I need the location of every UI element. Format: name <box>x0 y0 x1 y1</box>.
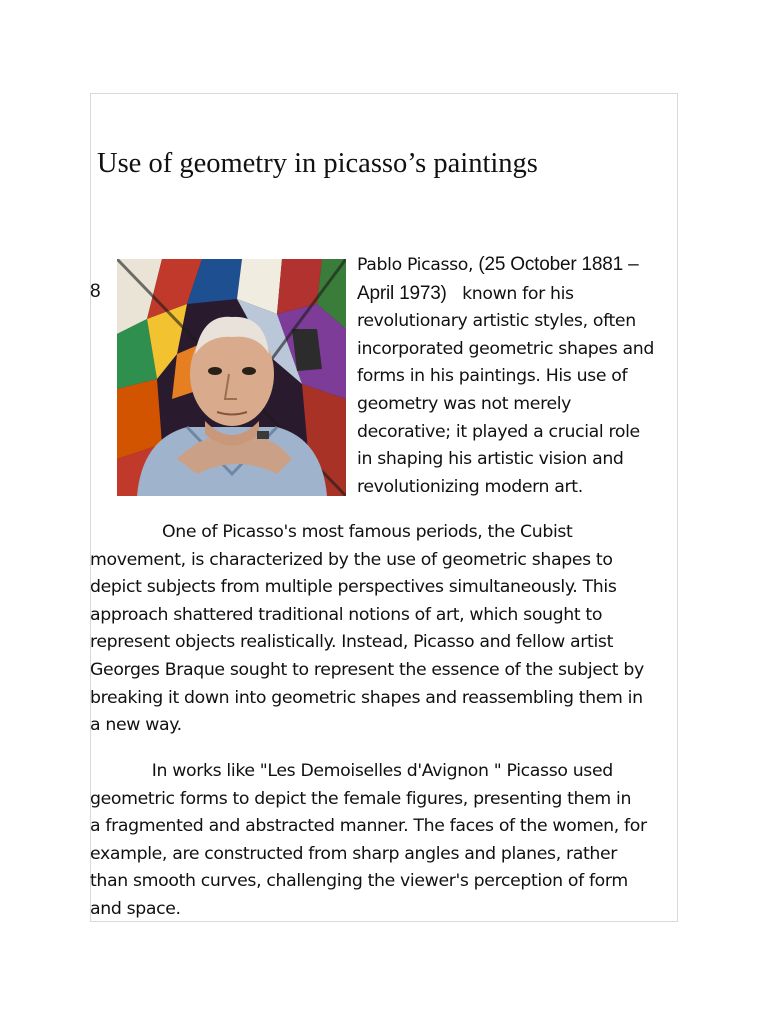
intro-text: known for his <box>446 283 574 304</box>
paragraph-line: One of Picasso's most famous periods, the Cubist <box>90 522 573 542</box>
demoiselles-paragraph <box>90 758 690 924</box>
intro-line: revolutionary artistic styles, often <box>357 311 636 332</box>
death-date: April 1973) <box>357 282 447 304</box>
paragraph-line: breaking it down into geometric shapes and reassembling them in <box>90 687 643 708</box>
cubism-paragraph <box>90 519 690 740</box>
intro-paragraph <box>357 251 687 501</box>
paragraph-line: example, are constructed from sharp angles and planes, rather <box>90 843 618 864</box>
paragraph-line: than smooth curves, challenging the viewer's perception of form <box>90 871 628 892</box>
paragraph-line: represent objects realistically. Instead, Picasso and fellow artist <box>90 632 614 653</box>
birth-date: (25 October 1881 – <box>478 254 639 275</box>
paragraph-line: and space. <box>90 898 181 919</box>
paragraph-line: movement, is characterized by the use of geometric shapes to <box>90 549 613 570</box>
paragraph-line: a new way. <box>90 715 182 736</box>
intro-line: geometry was not merely <box>357 393 572 414</box>
intro-line: decorative; it played a crucial role <box>357 421 640 442</box>
paragraph-line: depict subjects from multiple perspectives simultaneously. This <box>90 577 617 598</box>
intro-line: incorporated geometric shapes and <box>357 338 654 359</box>
paragraph-line: Georges Braque sought to represent the essence of the subject by <box>90 659 644 680</box>
intro-text: Pablo Picasso, <box>357 255 479 275</box>
paragraph-line: In works like "Les Demoiselles d'Avignon " Picasso used <box>90 761 613 781</box>
intro-line: in shaping his artistic vision and <box>357 449 624 470</box>
stray-digit: 8 <box>90 281 101 302</box>
paragraph-line: a fragmented and abstracted manner. The faces of the women, for <box>90 816 647 837</box>
picasso-portrait-photo <box>117 259 346 496</box>
document-title: Use of geometry in picasso’s paintings <box>97 148 538 179</box>
paragraph-line: geometric forms to depict the female figures, presenting them in <box>90 788 632 809</box>
paragraph-line: approach shattered traditional notions of art, which sought to <box>90 604 603 625</box>
intro-line: revolutionizing modern art. <box>357 476 583 497</box>
intro-line <box>357 251 687 280</box>
intro-line: forms in his paintings. His use of <box>357 366 628 387</box>
intro-line <box>357 280 687 309</box>
